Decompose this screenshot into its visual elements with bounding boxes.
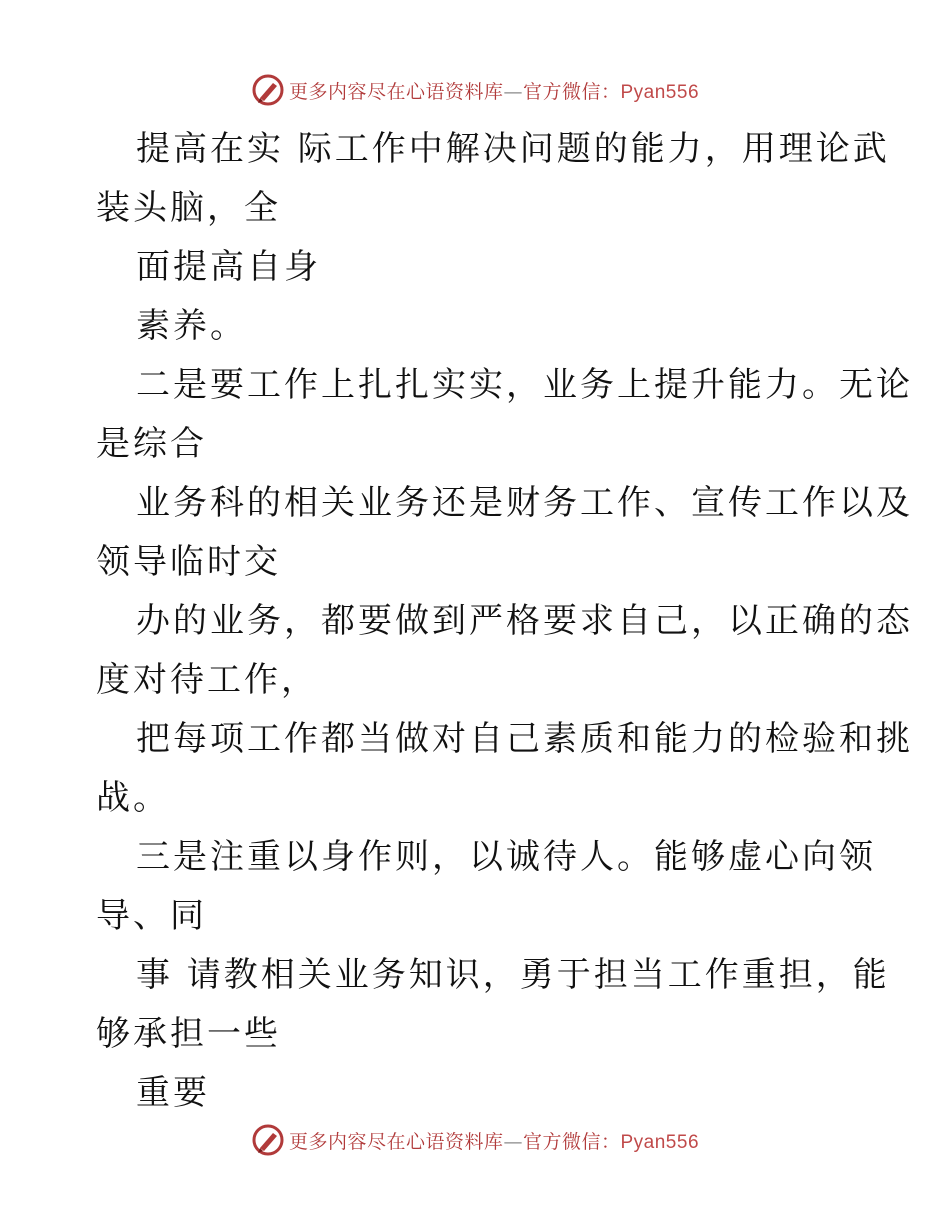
watermark-title: 更多内容尽在心语资料库 [288,1130,504,1153]
watermark-text [289,1127,699,1154]
text-line: 办的业务，都要做到严格要求自己，以正确的态 [136,601,913,641]
watermark-separator: — [503,1130,523,1153]
text-line: 把每项工作都当做对自己素质和能力的检验和挑 [136,719,913,759]
text-line: 面提高自身 [136,247,321,287]
watermark-separator: — [503,80,523,103]
text-line: 领导临时交 [96,542,281,582]
pen-logo-icon [251,1123,285,1157]
text-line: 导、同 [96,896,207,936]
header-watermark [0,70,950,110]
text-line: 提高在实 际工作中解决问题的能力，用理论武 [136,129,890,169]
text-line: 素养。 [136,306,247,346]
text-line: 是综合 [96,424,207,464]
text-line: 装头脑，全 [96,188,281,228]
watermark-wechat-id: Pyan556 [620,1131,700,1153]
text-line: 够承担一些 [96,1014,281,1054]
watermark-wechat-id: Pyan556 [620,81,700,103]
text-line: 业务科的相关业务还是财务工作、宣传工作以及 [136,483,913,523]
text-line: 重要 [136,1073,210,1113]
watermark-wechat-label: 官方微信： [522,80,621,103]
text-line: 三是注重以身作则，以诚待人。能够虚心向领 [136,837,876,877]
text-line: 度对待工作， [96,660,318,700]
text-line: 二是要工作上扎扎实实，业务上提升能力。无论 [136,365,913,405]
watermark-wechat-label: 官方微信： [522,1130,621,1153]
watermark-title: 更多内容尽在心语资料库 [288,80,504,103]
document-body [96,120,913,1123]
pen-logo-icon [251,73,285,107]
footer-watermark [0,1120,950,1160]
text-line: 事 请教相关业务知识，勇于担当工作重担，能 [136,955,890,995]
watermark-text [289,77,699,104]
text-line: 战。 [96,778,170,818]
